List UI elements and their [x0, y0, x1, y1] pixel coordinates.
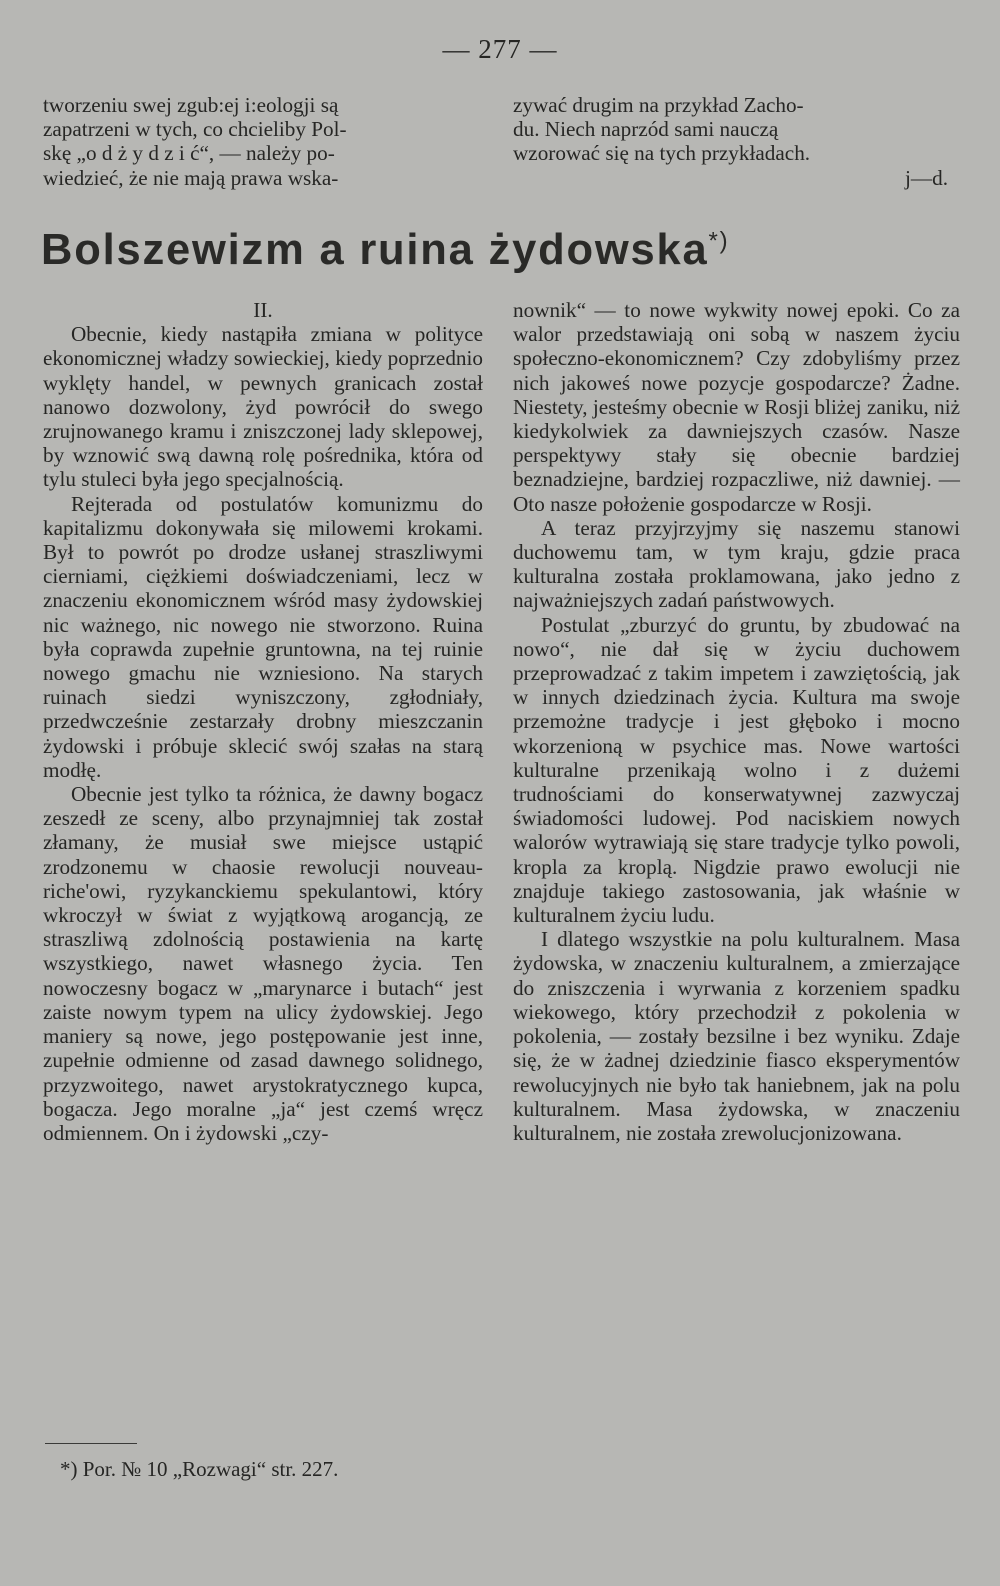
article-left-column: [43, 298, 483, 1145]
page-number: — 277 —: [442, 34, 558, 64]
article-title: [41, 226, 961, 275]
previous-article-line: wiedzieć, że nie mają prawa wska-: [43, 165, 339, 190]
previous-article-left-column: [43, 93, 483, 190]
article-paragraph: I dlatego wszystkie na polu kulturalnem. Masa żydowska, w znaczeniu kulturalnem, a zmierzające do zniszczenia i wyrwania z korzeniem spadku wiekowego, który przechodził z pokolenia w pokolenia, — zostały bezsilne i bez wyniku. Zdaje się, że w żadnej dziedzinie fiasco eksperymentów rewolucyjnych nie było tak haniebnem, jak na polu kulturalnem. Masa żydowska, w znaczeniu kulturalnem, nie została zrewolucjonizowana.: [513, 927, 960, 1145]
article-right-column: [513, 298, 960, 1145]
article-paragraph: Obecnie, kiedy nastąpiła zmiana w polityce ekonomicznej władzy sowieckiej, kiedy poprzednio wyklęty handel, w pewnych granicach został nanowo dozwolony, żyd powrócił do swego zrujnowanego kramu i zniszczonej lady sklepowej, by wznowić swą dawną rolę pośrednika, która od tylu stuleci była jego specjalnością.: [43, 322, 483, 492]
article-paragraph: Obecnie jest tylko ta różnica, że dawny bogacz zeszedł ze sceny, albo przynajmniej tak został złamany, że musiał swe miejsce ustąpić zrodzonemu w chaosie rewolucji nouveau-riche'owi, ryzykanckiemu spekulantowi, który wkroczył w świat z wyjątkową arogancją, ze straszliwą zdolnością postawienia na kartę wszystkiego, nawet własnego życia. Ten nowoczesny bogacz w „marynarce i butach“ jest zaiste nowym typem na ulicy żydowskiej. Jego maniery są nowe, jego postępowanie jest inne, zupełnie odmienne od zasad dawnego solidnego, przyzwoitego, nawet arystokratycznego kupca, bogacza. Jego moralne „ja“ jest czemś wręcz odmiennem. On i żydowski „czy-: [43, 782, 483, 1145]
previous-article-line: tworzeniu swej zgub:ej i:eologji są: [43, 93, 339, 117]
previous-article-right-column: [513, 93, 960, 190]
article-paragraph: Rejterada od postulatów komunizmu do kapitalizmu dokonywała się milowemi krokami. Był to powrót po drodze usłanej straszliwymi cierniami, ciężkiemi doświadczeniami, lecz w znaczeniu ekonomicznem wśród masy żydowskiej nic ważnego, nic nowego nie stworzono. Ruina była coprawda zupełnie gruntowna, na tej ruinie nowego gmachu nie wzniesiono. Na starych ruinach siedzi wyniszczony, zgłodniały, przedwcześnie zestarzały drobny mieszczanin żydowski i próbuje sklecić swój szałas na starą modłę.: [43, 491, 483, 782]
previous-article-line: skę „o d ż y d z i ć“, — należy po-: [43, 141, 335, 166]
article-title-text: Bolszewizm a ruina żydowska: [41, 226, 709, 274]
previous-article-line: wzorować się na tych przykładach.: [513, 141, 811, 166]
previous-article-line: zapatrzeni w tych, co chcieliby Pol-: [43, 117, 347, 142]
previous-article-line: zywać drugim na przykład Zacho-: [513, 93, 804, 117]
author-signature: j—d.: [905, 165, 948, 190]
article-paragraph: Postulat „zburzyć do gruntu, by zbudować na nowo“, nie dał się w życiu duchowem przeprowadzać z takim impetem i zawziętością, jak w innych dziedzinach życia. Kultura ma swoje przemożne tradycje i jest głęboko i mocno wkorzenioną w psychice mas. Nowe wartości kulturalne przenikają wolno i z dużemi trudnościami do konserwatywnej zazwyczaj świadomości ludowej. Pod naciskiem nowych walorów wytrawiają się stare tradycje tylko powoli, kropla za kroplą. Nigdzie prawo ewolucji nie znajduje takiego zastosowania, jak właśnie w kulturalnem życiu ludu.: [513, 612, 960, 928]
previous-article-line: du. Niech naprzód sami nauczą: [513, 117, 779, 142]
article-paragraph: nownik“ — to nowe wykwity nowej epoki. Co za walor przedstawiają oni sobą w naszem życiu społeczno-ekonomicznem? Czy zdobyliśmy przez nich jakoweś nowe pozycje gospodarcze? Żadne. Niestety, jesteśmy obecnie w Rosji bliżej zaniku, niż kiedykolwiek za dawniejszych czasów. Nasze perspektywy stały się obecnie bardziej beznadziejne, bardziej rozpaczliwe, niż dawniej. — Oto nasze położenie gospodarcze w Rosji.: [513, 298, 960, 516]
article-paragraph: A teraz przyjrzyjmy się naszemu stanowi duchowemu tam, w tym kraju, gdzie praca kulturalna została proklamowana, jako jedno z najważniejszych zadań państwowych.: [513, 515, 960, 613]
footnote-rule: [45, 1443, 137, 1444]
section-numeral: II.: [253, 298, 273, 322]
footnote-marker: *): [708, 227, 730, 255]
footnote: *) Por. № 10 „Rozwagi“ str. 227.: [60, 1457, 339, 1481]
